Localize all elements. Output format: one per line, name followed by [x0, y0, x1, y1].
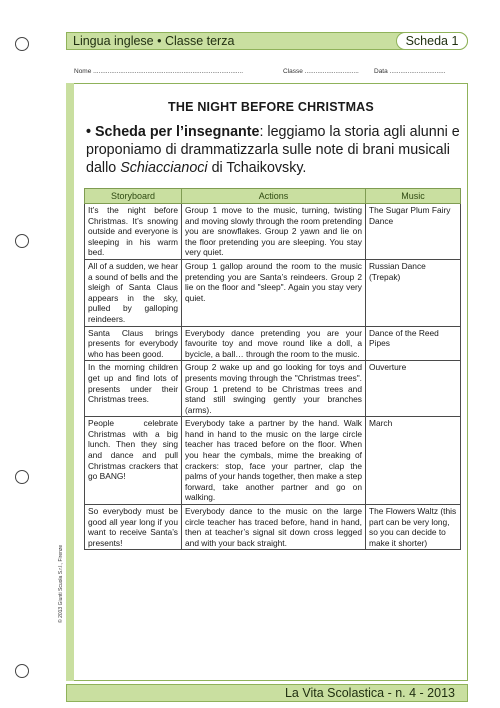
- actions-cell: Everybody dance to the music on the large circle teacher has traced before, hand in hand, then at teacher’s signal sit down cross legged and with your back straight.: [182, 505, 366, 550]
- binder-hole-3: [15, 470, 29, 484]
- music-cell: March: [366, 417, 461, 505]
- binder-hole-2: [15, 234, 29, 248]
- actions-cell: Everybody dance pretending you are your favourite toy and move round like a doll, a bycicle, a ball… through the room to the music.: [182, 326, 366, 361]
- header-music: Music: [366, 189, 461, 204]
- copyright-notice: © 2013 Giunti Scuola S.r.l., Firenze: [58, 544, 64, 623]
- storyboard-cell: It’s the night before Christmas. It’s snowing outside and everyone is sleeping in his warm bed.: [85, 204, 182, 260]
- music-cell: The Sugar Plum Fairy Dance: [366, 204, 461, 260]
- class-field: Classe ..............................: [283, 68, 359, 75]
- footer-band: [66, 684, 468, 702]
- intro-bullet: •: [86, 124, 92, 140]
- storyboard-cell: In the morning children get up and find lots of presents under their Christmas trees.: [85, 361, 182, 417]
- intro-text-1: : leggiamo la storia agli alunni e proponiamo di drammatizzarla sulle note di brani musicali dallo: [86, 124, 460, 176]
- music-cell: Ouverture: [366, 361, 461, 417]
- name-field: Nome ...................................................................................: [74, 68, 244, 75]
- storyboard-cell: So everybody must be good all year long if you want to receive Santa’s presents!: [85, 505, 182, 550]
- header-storyboard: Storyboard: [85, 189, 182, 204]
- intro-work-title: Schiaccianoci: [120, 160, 208, 176]
- storyboard-table: [84, 188, 461, 550]
- binder-hole-4: [15, 664, 29, 678]
- footer-label: La Vita Scolastica - n. 4 - 2013: [284, 686, 455, 700]
- page-title: THE NIGHT BEFORE CHRISTMAS: [168, 100, 374, 114]
- actions-cell: Everybody take a partner by the hand. Walk hand in hand to the music on the large circle teacher has traced before on the floor. When you hear the cymbals, mime the breaking of crackers: stop, face your partner, clap the palms of your hands together, then make a step forward, take another partner and go on walking.: [182, 417, 366, 505]
- header-actions: Actions: [182, 189, 366, 204]
- actions-cell: Group 1 move to the music, turning, twisting and moving slowly through the room pretending you are snowflakes. Group 2 yawn and lie on the floor pretending you are sleeping. You stay very quiet.: [182, 204, 366, 260]
- intro-label: Scheda per l’insegnante: [95, 124, 260, 140]
- binder-hole-1: [15, 37, 29, 51]
- music-cell: Dance of the Reed Pipes: [366, 326, 461, 361]
- header-band: [66, 32, 468, 50]
- table-row: [85, 417, 461, 505]
- table-row: [85, 326, 461, 361]
- table-row: [85, 361, 461, 417]
- storyboard-cell: All of a sudden, we hear a sound of bells and the sleigh of Santa Claus appears in the sky, pulled by galloping reindeers.: [85, 259, 182, 326]
- intro-text-2: di Tchaikovsky.: [207, 160, 307, 176]
- sheet-label: Scheda 1: [396, 32, 468, 50]
- date-field: Data ...............................: [374, 68, 446, 75]
- storyboard-cell: People celebrate Christmas with a big lunch. Then they sing and dance and pull Christmas crackers that go BANG!: [85, 417, 182, 505]
- teacher-intro: [86, 123, 464, 177]
- table-row: [85, 204, 461, 260]
- storyboard-cell: Santa Claus brings presents for everybody who has been good.: [85, 326, 182, 361]
- actions-cell: Group 2 wake up and go looking for toys and presents moving through the "Christmas trees". Group 1 pretend to be Christmas trees and stand still swinging gently your branches (arms).: [182, 361, 366, 417]
- frame-side-bar: [66, 83, 74, 681]
- subject-label: Lingua inglese • Classe terza: [73, 34, 235, 48]
- table-row: [85, 259, 461, 326]
- table-header-row: [85, 189, 461, 204]
- music-cell: Russian Dance (Trepak): [366, 259, 461, 326]
- music-cell: The Flowers Waltz (this part can be very long, so you can decide to make it shorter): [366, 505, 461, 550]
- table-row: [85, 505, 461, 550]
- actions-cell: Group 1 gallop around the room to the music pretending you are Santa’s reindeers. Group 2 lie on the floor and "sleep". Again you stay very quiet.: [182, 259, 366, 326]
